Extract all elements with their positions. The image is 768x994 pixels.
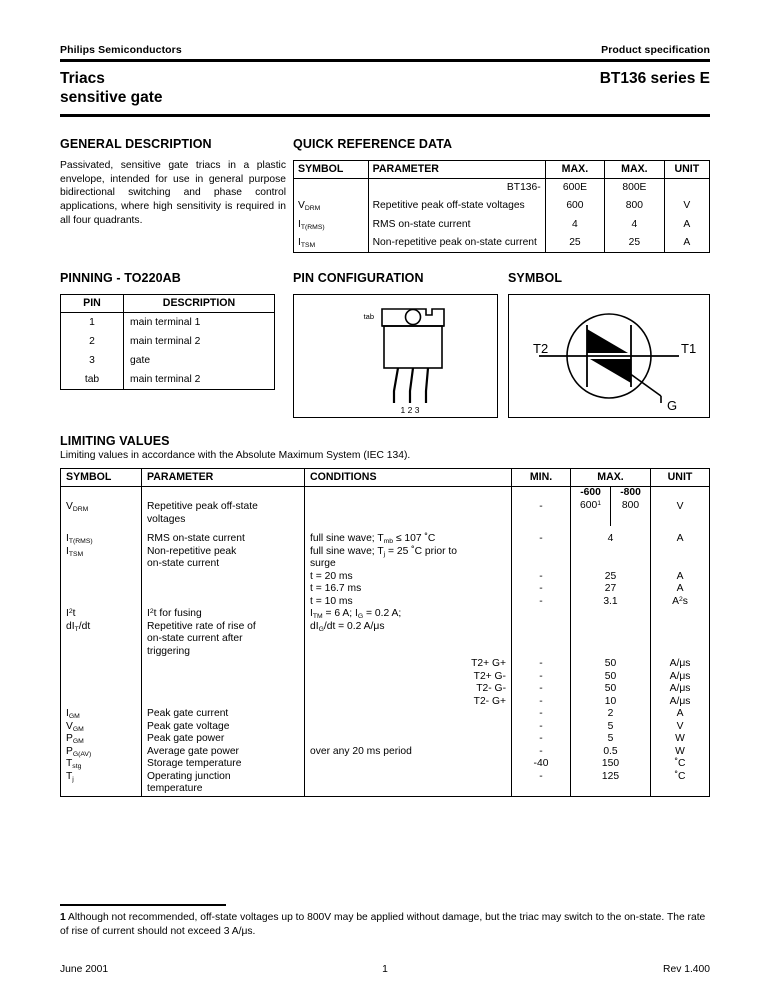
cell-parameter [142, 487, 305, 527]
symbol-main: I [298, 218, 301, 230]
subscript: G [357, 613, 364, 621]
table-row-vdrm [61, 487, 710, 527]
min-value: - [539, 570, 543, 582]
cell-symbol [61, 526, 142, 571]
footnote-rule [60, 904, 226, 906]
table-header-row [61, 295, 275, 313]
title-block [60, 69, 710, 108]
cell-type-b: 800E [605, 178, 664, 197]
pin-configuration-heading: PIN CONFIGURATION [293, 271, 424, 286]
running-head [60, 44, 710, 56]
cell-symbol [294, 216, 369, 234]
column-header-parameter: PARAMETER [368, 160, 545, 178]
min-value: - [539, 720, 543, 732]
max-value: 150 [601, 758, 620, 770]
max-value: 50 [604, 670, 617, 682]
footnote-marker: 1 [60, 912, 66, 923]
cell-conditions [305, 526, 512, 571]
column-header-pin: PIN [61, 295, 124, 313]
table-row [61, 313, 275, 333]
unit-value: V [676, 720, 684, 732]
package-leads [394, 368, 428, 403]
cell-unit-spacer [664, 178, 709, 197]
symbol-sub: stg [72, 763, 82, 771]
symbol-line [66, 771, 136, 784]
cell-min [512, 571, 571, 659]
table-row-gate-temp [61, 708, 710, 796]
footnote-body: Although not recommended, off-state voltages up to 800V may be applied without damage, but the triac may switch to the on-state. The rate of rise of current should not exceed 3 A/μs. [60, 912, 706, 937]
page-footer [60, 964, 710, 975]
gate-label: G [667, 398, 678, 414]
min-value: - [539, 770, 543, 782]
table-row-quadrants [61, 658, 710, 708]
symbol-block [502, 271, 714, 418]
cell-max-b: 800 [605, 197, 664, 215]
cell-symbol [61, 487, 142, 527]
cell-description: gate [124, 351, 275, 370]
limiting-values-table [60, 468, 710, 797]
symbol-sub: T [74, 625, 79, 633]
symbol-main: V [66, 501, 73, 513]
symbol-main: P [66, 733, 73, 745]
max-value: 5 [607, 720, 614, 732]
footnote-area [60, 896, 710, 975]
symbol-sub: T(RMS) [300, 223, 325, 231]
min-value: - [539, 708, 543, 720]
pinning-table [60, 294, 275, 390]
symbol-sup: 2 [68, 608, 73, 616]
upper-triangle [587, 329, 628, 353]
cell-parameter: RMS on-state current [368, 216, 545, 234]
cell-min: - [512, 487, 571, 527]
parameter-line: Peak gate power [147, 733, 225, 745]
cell-pin: 2 [61, 332, 124, 351]
table-header-row [61, 469, 710, 487]
cell-max-a [571, 487, 611, 527]
superscript: 2 [149, 608, 154, 616]
symbol-main: I [66, 708, 69, 720]
footnote-text [60, 911, 710, 938]
parameter-line: Repetitive rate of rise of [147, 620, 256, 632]
symbol-main: T [66, 758, 73, 770]
cell-conditions [305, 487, 512, 527]
table-row [294, 197, 710, 215]
cell-type-a: 600E [545, 178, 604, 197]
parameter-line: Average gate power [147, 745, 239, 757]
parameter-line: Storage temperature [147, 758, 242, 770]
symbol-tail: /dt [78, 620, 91, 632]
column-header-min: MIN. [512, 469, 571, 487]
general-description-heading: GENERAL DESCRIPTION [60, 136, 212, 151]
cell-max [571, 571, 651, 659]
subscript: TM [312, 613, 323, 621]
parameter-line: Peak gate voltage [147, 720, 230, 732]
min-value: - [539, 670, 543, 682]
terminal-t1-label: T1 [681, 341, 697, 357]
unit-value: A [676, 570, 684, 582]
unit-value: W [675, 745, 685, 757]
condition-line: over any 20 ms period [310, 745, 412, 757]
quadrant-label: T2+ G+ [471, 658, 506, 670]
pinning-heading: PINNING - TO220AB [60, 271, 181, 286]
symbol-figure [508, 294, 710, 418]
mounting-hole [406, 310, 421, 325]
table-row [294, 234, 710, 253]
symbol-main: T [66, 770, 73, 782]
column-header-symbol: SYMBOL [61, 469, 142, 487]
quadrant-label: T2- G- [476, 683, 506, 695]
cell-parameter [142, 571, 305, 659]
cell-pin: 1 [61, 313, 124, 333]
min-value: - [539, 658, 543, 670]
page-content [60, 44, 710, 976]
symbol-tail: t [72, 608, 76, 620]
symbol-main: I [298, 236, 301, 248]
column-header-conditions: CONDITIONS [305, 469, 512, 487]
cell-symbol [61, 658, 142, 708]
column-header-unit: UNIT [651, 469, 710, 487]
symbol-line [66, 733, 136, 746]
symbol-sub: GM [72, 725, 84, 733]
symbol-sub: TSM [300, 242, 316, 250]
cell-parameter: Repetitive peak off-state voltages [368, 197, 545, 215]
cell-parameter: Non-repetitive peak on-state current [368, 234, 545, 253]
overview-section [60, 137, 710, 254]
cell-max [571, 708, 651, 796]
max-value: 5 [607, 733, 614, 745]
unit-value: A/μs [669, 670, 691, 682]
symbol-sub: DRM [72, 506, 89, 514]
triac-symbol-drawing [509, 295, 709, 417]
symbol-heading: SYMBOL [508, 271, 563, 286]
max-value-b: 800 [621, 499, 640, 511]
column-header-unit: UNIT [664, 160, 709, 178]
page-title-line2: sensitive gate [60, 89, 163, 107]
cell-symbol [294, 234, 369, 253]
condition-line: full sine wave; $T_{mb} \le 107$ ˚C [310, 533, 436, 546]
max-value: 27 [604, 583, 617, 595]
quick-reference-block [286, 137, 710, 254]
cell-description: main terminal 2 [124, 332, 275, 351]
parameter-line: Peak gate current [147, 708, 229, 720]
subscript: G [318, 625, 324, 633]
pin-number-labels: 1 2 3 [400, 405, 420, 416]
cell-max-a: 4 [545, 216, 604, 234]
subscript: mb [383, 538, 394, 546]
table-row [61, 370, 275, 390]
cell-conditions [305, 571, 512, 659]
terminal-t2-label: T2 [533, 341, 549, 357]
header-rule-bottom [60, 114, 710, 117]
part-number: BT136 series E [599, 70, 710, 87]
cell-max-a: 600 [545, 197, 604, 215]
cell-type-label: BT136- [368, 178, 545, 197]
min-value: - [539, 745, 543, 757]
symbol-sub: T(RMS) [68, 538, 93, 546]
table-header-row [294, 160, 710, 178]
limiting-values-section [60, 434, 710, 797]
table-row-fusing [61, 571, 710, 659]
footnote-marker: 1 [597, 499, 601, 507]
pin-configuration-figure [293, 294, 498, 418]
quadrant-label: T2- G+ [473, 695, 506, 707]
parameter-line: $I^2t$ for fusing [147, 608, 202, 620]
parameter-line: RMS on-state current [147, 533, 245, 545]
page-title-line1: Triacs [60, 70, 105, 87]
symbol-line [66, 621, 136, 634]
parameter-line: Repetitive peak off-state [147, 501, 258, 513]
document-type: Product specification [601, 44, 710, 56]
superscript: 2 [678, 595, 683, 603]
table-row [294, 216, 710, 234]
general-description-text: Passivated, sensitive gate triacs in a plastic envelope, intended for use in general purpose bidirectional switching and phase control applications, where high sensitivity is required in all four quadrants. [60, 159, 286, 226]
cell-max: 4 [571, 526, 651, 571]
parameter-line: voltages [147, 513, 186, 525]
symbol-sub: G(AV) [72, 750, 92, 758]
cell-parameter [142, 708, 305, 796]
table-row [61, 332, 275, 351]
min-value: -40 [533, 758, 549, 770]
cell-empty [294, 178, 369, 197]
quick-reference-heading: QUICK REFERENCE DATA [293, 136, 453, 151]
max-value: 2 [607, 708, 614, 720]
unit-value: $A^2s$ [672, 595, 688, 607]
symbol-sub: DRM [304, 205, 321, 213]
condition-line: t = 10 ms [310, 595, 353, 607]
max-value: 10 [604, 695, 617, 707]
cell-max-b [611, 487, 651, 527]
cell-min [512, 658, 571, 708]
symbol-main: P [66, 745, 73, 757]
pin-configuration-block [286, 271, 502, 418]
symbol-line [66, 746, 136, 759]
cell-max-b: 4 [605, 216, 664, 234]
column-header-max-a: MAX. [545, 160, 604, 178]
cell-unit: A [651, 526, 710, 571]
column-header-description: DESCRIPTION [124, 295, 275, 313]
quadrant-label: T2+ G- [473, 670, 506, 682]
parameter-line: on-state current [147, 558, 220, 570]
cell-description: main terminal 2 [124, 370, 275, 390]
pinning-block [60, 271, 286, 418]
footer-revision: Rev 1.400 [663, 964, 710, 976]
page-title [60, 69, 163, 108]
unit-value: A/μs [669, 658, 691, 670]
table-row [61, 351, 275, 370]
max-value: 0.5 [603, 745, 618, 757]
min-value: - [539, 695, 543, 707]
unit-value: W [675, 733, 685, 745]
symbol-line [66, 721, 136, 734]
symbol-main: V [298, 200, 305, 212]
symbol-sub: TSM [68, 550, 84, 558]
cell-conditions [305, 658, 512, 708]
cell-min [512, 708, 571, 796]
unit-value: A/μs [669, 695, 691, 707]
parameter-line: temperature [147, 783, 203, 795]
cell-unit [651, 708, 710, 796]
cell-parameter [142, 526, 305, 571]
condition-line: surge [310, 558, 336, 570]
column-header-max: MAX. [571, 469, 651, 487]
cell-unit: V [651, 487, 710, 527]
cell-conditions [305, 708, 512, 796]
parameter-line: Operating junction [147, 770, 231, 782]
cell-unit: V [664, 197, 709, 215]
max-value: 25 [604, 570, 617, 582]
max-value: 125 [601, 770, 620, 782]
min-value: - [539, 733, 543, 745]
max-value-a-number: 600 [580, 499, 598, 511]
table-row-currents [61, 526, 710, 571]
cell-max-a: 25 [545, 234, 604, 253]
cell-unit: A [664, 216, 709, 234]
header-rule-top [60, 59, 710, 62]
lower-triangle [590, 359, 631, 383]
parameter-line: Non-repetitive peak [147, 545, 237, 557]
unit-value: ˚C [674, 758, 686, 770]
column-header-parameter: PARAMETER [142, 469, 305, 487]
type-label-b: -800 [620, 487, 641, 499]
type-label-a: -600 [580, 487, 601, 499]
min-value: - [539, 595, 543, 607]
min-value: - [539, 683, 543, 695]
limiting-values-heading: LIMITING VALUES [60, 434, 170, 449]
cell-min: - [512, 526, 571, 571]
unit-value: A [676, 708, 684, 720]
min-value: - [539, 583, 543, 595]
cell-max [571, 658, 651, 708]
column-header-symbol: SYMBOL [294, 160, 369, 178]
condition-line: full sine wave; $T_j = 25$ ˚C prior to [310, 545, 457, 558]
cell-description: main terminal 1 [124, 313, 275, 333]
cell-symbol [61, 708, 142, 796]
max-value: 50 [604, 658, 617, 670]
cell-symbol [61, 571, 142, 659]
symbol-main: I [66, 545, 69, 557]
symbol-line [66, 533, 136, 546]
unit-value: A/μs [669, 683, 691, 695]
max-value: 50 [604, 683, 617, 695]
cell-parameter [142, 658, 305, 708]
footer-page-number: 1 [382, 964, 388, 976]
condition-line: $dI_G/dt = 0.2$ A/μs [310, 620, 385, 633]
cell-pin: 3 [61, 351, 124, 370]
max-value-a [576, 500, 605, 513]
limiting-values-intro: Limiting values in accordance with the Absolute Maximum System (IEC 134). [60, 450, 411, 462]
symbol-sub: GM [72, 738, 84, 746]
general-description-block [60, 137, 286, 254]
company-name: Philips Semiconductors [60, 44, 182, 56]
condition-line: $I_{TM} = 6$ A; $I_G = 0.2$ A; [310, 608, 402, 621]
symbol-main: dI [66, 620, 75, 632]
unit-value: ˚C [674, 770, 686, 782]
unit-value: A [676, 583, 684, 595]
symbol-sub: GM [68, 713, 80, 721]
parameter-line: on-state current after [147, 633, 243, 645]
cell-unit [651, 571, 710, 659]
tab-label: tab [363, 312, 374, 322]
max-value: 3.1 [603, 595, 618, 607]
condition-line: t = 20 ms [310, 570, 353, 582]
cell-unit [651, 658, 710, 708]
symbol-main: I [66, 608, 69, 620]
symbol-line [66, 546, 136, 559]
column-header-max-b: MAX. [605, 160, 664, 178]
symbol-main: I [66, 533, 69, 545]
condition-line: t = 16.7 ms [310, 583, 362, 595]
to220ab-package-drawing [294, 295, 497, 417]
quick-reference-table [293, 160, 710, 254]
symbol-main: V [66, 720, 73, 732]
symbol-line [66, 758, 136, 771]
package-section [60, 271, 710, 418]
symbol-line [66, 608, 136, 621]
cell-unit: A [664, 234, 709, 253]
parameter-line: triggering [147, 645, 190, 657]
symbol-sub: j [72, 775, 74, 783]
cell-pin: tab [61, 370, 124, 390]
subscript: j [383, 550, 386, 558]
cell-max-b: 25 [605, 234, 664, 253]
footer-date: June 2001 [60, 964, 109, 976]
cell-symbol [294, 197, 369, 215]
table-row-types [294, 178, 710, 197]
symbol-line [66, 708, 136, 721]
